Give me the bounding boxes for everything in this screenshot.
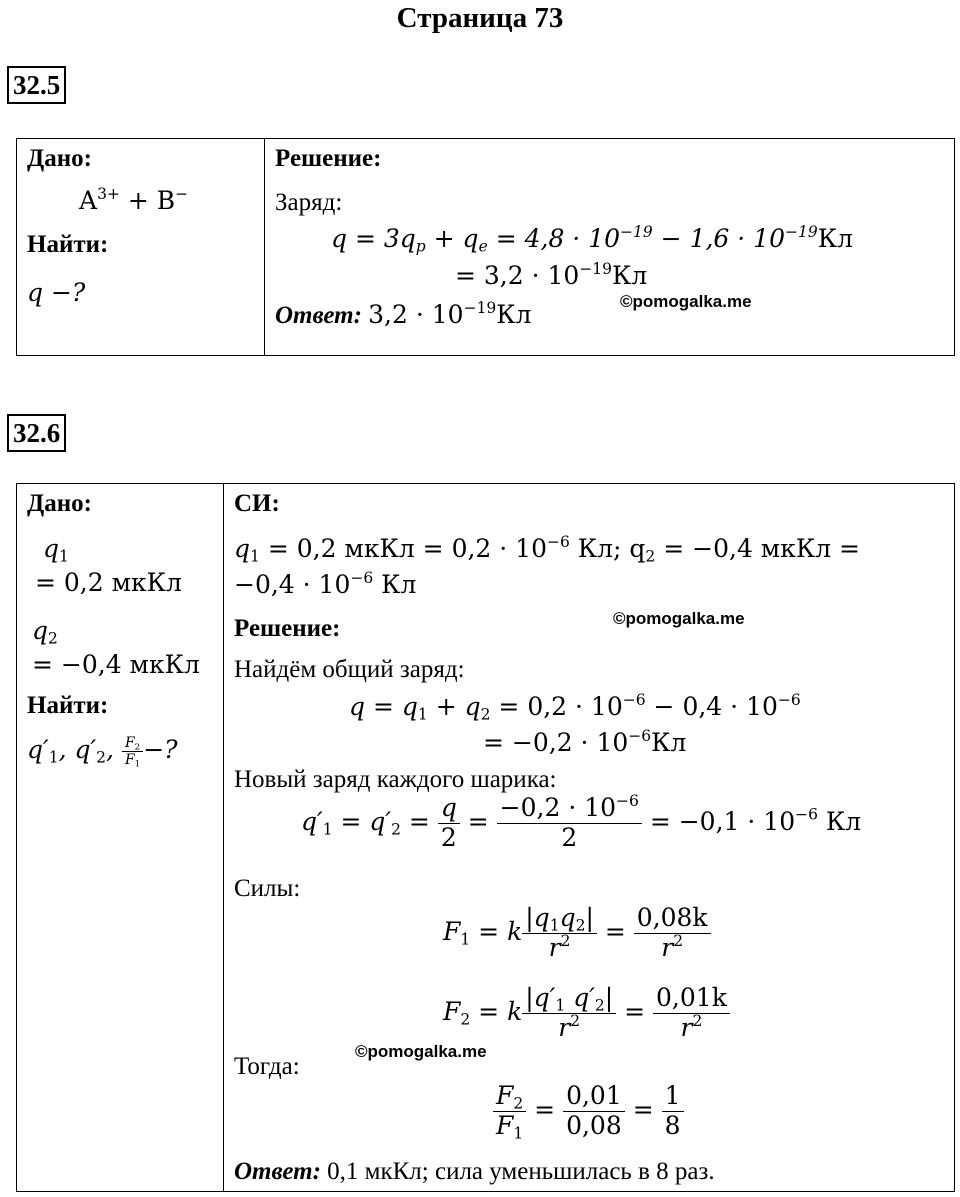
solution-label: Решение: bbox=[234, 615, 341, 642]
new-charge-equation: $q'_1 = q'_2$ = $\frac{q}{2}$ = $\frac{-0,2 \cdot 10^{-6}}{2}$ = $-0,1 \cdot 10^{-6}$ Кл bbox=[301, 791, 862, 852]
fraction-f1-result: $\frac{0,08k}{r^2}$ bbox=[634, 904, 711, 963]
charge-label: Заряд: bbox=[275, 189, 343, 216]
given-q2-value: = −0,4 мкКл bbox=[32, 650, 200, 679]
total-equation-1: $q = q_1 + q_2 = 0,2 \cdot 10^{-6} - 0,4 \cdot 10^{-6}$ bbox=[349, 690, 801, 724]
problem-32-5-table bbox=[16, 138, 955, 356]
fraction-q-over-2: $\frac{q}{2}$ bbox=[438, 794, 460, 853]
fraction-value: $\frac{-0,2 \cdot 10^{-6}}{2}$ bbox=[497, 794, 642, 853]
fraction-f1: $\frac{|q_1q_2|}{r^2}$ bbox=[522, 904, 597, 963]
equation-line-2: = $3,2 \cdot 10^{-19}Кл$ bbox=[455, 259, 648, 290]
watermark: ©pomogalka.me bbox=[355, 1042, 487, 1061]
ratio-equation: $\frac{F_2}{F_1}$ = $\frac{0,01}{0,08}$ = $\frac{1}{8}$ bbox=[493, 1082, 684, 1141]
answer: Ответ: $3,2 \cdot 10^{-19}Кл$ bbox=[275, 298, 532, 329]
table-divider bbox=[223, 484, 224, 1191]
find-value: $q'_1$, $q'_2$, $\frac{F_2}{F_1}$ −? bbox=[27, 735, 178, 770]
given-q2-name: $q_2$ bbox=[32, 616, 58, 648]
problem-number-32-5: 32.5 bbox=[7, 66, 66, 104]
find-label: Найти: bbox=[27, 692, 109, 719]
fraction-ratio-values: $\frac{0,01}{0,08}$ bbox=[563, 1082, 625, 1141]
find-value: q −? bbox=[27, 278, 86, 307]
solution-label: Решение: bbox=[275, 145, 382, 172]
si-label: СИ: bbox=[234, 490, 280, 517]
find-label: Найти: bbox=[27, 231, 109, 258]
new-charge-label: Новый заряд каждого шарика: bbox=[234, 766, 557, 793]
given-reaction: $A^{3+} + B^-$ bbox=[79, 184, 189, 215]
find-fraction: $\frac{F_2}{F_1}$ bbox=[122, 735, 143, 768]
watermark: ©pomogalka.me bbox=[620, 292, 752, 311]
then-label: Тогда: bbox=[234, 1053, 300, 1080]
fraction-ratio: $\frac{F_2}{F_1}$ bbox=[493, 1082, 526, 1141]
page-title: Страница 73 bbox=[396, 2, 564, 34]
si-line-1: $q_1 = 0,2$ мкКл = $0,2 \cdot 10^{-6}$ Кл; $q_2 = -0,4$ мкКл = bbox=[234, 532, 860, 566]
given-q1-name: $q_1$ bbox=[43, 534, 69, 566]
forces-label: Силы: bbox=[234, 875, 301, 902]
fraction-ratio-result: $\frac{1}{8}$ bbox=[662, 1082, 684, 1141]
answer: Ответ: 0,1 мкКл; сила уменьшилась в 8 раз. bbox=[234, 1158, 715, 1185]
watermark: ©pomogalka.me bbox=[613, 609, 745, 628]
si-line-2: $-0,4 \cdot 10^{-6}$ Кл bbox=[234, 568, 417, 599]
force-f2-equation: $F_2 = k$ $\frac{|q'_1 q'_2|}{r^2}$ = $\frac{0,01k}{r^2}$ bbox=[443, 984, 730, 1043]
given-label: Дано: bbox=[27, 490, 92, 517]
given-q1-value: = 0,2 мкКл bbox=[35, 568, 182, 597]
force-f1-equation: $F_1 = k$ $\frac{|q_1q_2|}{r^2}$ = $\frac{0,08k}{r^2}$ bbox=[443, 904, 711, 963]
equation-line-1: $q = 3q_p + q_e = 4,8 \cdot 10^{-19} - 1,6 \cdot 10^{-19}Кл$ bbox=[331, 222, 853, 256]
problem-number-32-6: 32.6 bbox=[7, 414, 66, 452]
fraction-f2-result: $\frac{0,01k}{r^2}$ bbox=[653, 984, 730, 1043]
problem-32-6-table bbox=[16, 483, 955, 1192]
given-label: Дано: bbox=[27, 145, 92, 172]
fraction-f2: $\frac{|q'_1 q'_2|}{r^2}$ bbox=[522, 984, 616, 1043]
total-equation-2: = $-0,2 \cdot 10^{-6}Кл$ bbox=[483, 726, 687, 757]
table-divider bbox=[264, 139, 265, 355]
total-charge-label: Найдём общий заряд: bbox=[234, 656, 465, 683]
